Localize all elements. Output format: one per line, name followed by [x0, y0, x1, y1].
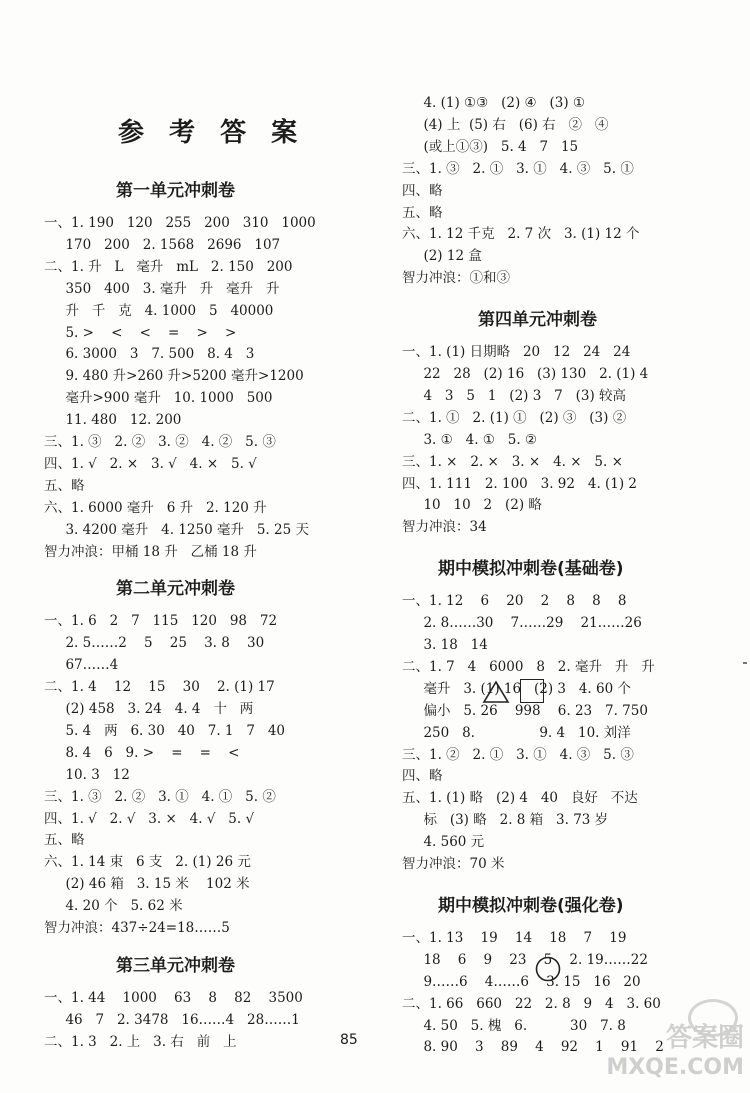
answer-line: 四、1. 111 2. 100 3. 92 4. (1) 2: [402, 475, 638, 492]
answer-line: 二、1. 3 2. 上 3. 右 前 上: [44, 1033, 237, 1050]
answer-line: 一、1. 6 2 7 115 120 98 72: [44, 613, 278, 630]
answer-line: 170 200 2. 1568 2696 107: [44, 236, 281, 253]
answer-line: 250 8. 9. 4 10. 刘洋: [402, 724, 631, 741]
answer-line: 一、1. 190 120 255 200 310 1000: [44, 215, 316, 231]
answer-line: 4. 20 个 5. 62 米: [44, 898, 183, 915]
answer-line: 11. 480 12. 200: [44, 412, 182, 429]
answer-line: 四、1. √ 2. √ 3. × 4. √ 5. √: [44, 810, 255, 827]
answer-line: 9. 480 升>260 升>5200 毫升>1200: [44, 368, 304, 385]
watermark: [606, 1023, 744, 1083]
answer-line: 智力冲浪：437÷24=18……5: [44, 920, 230, 936]
answer-line: 三、1. ② 2. ① 3. ① 4. ③ 5. ③: [402, 746, 634, 763]
answer-line: 一、1. 44 1000 63 8 82 3500: [44, 989, 303, 1006]
answer-line: 8. 90 3 89 4 92 1 91 2: [402, 1039, 664, 1056]
answer-line: 五、略: [402, 204, 443, 221]
answer-line: 一、1. 12 6 20 2 8 8 8: [402, 593, 627, 610]
answer-line: 二、1. ① 2. (1) ① (2) ③ (3) ②: [402, 409, 627, 426]
answer-line: 毫升>900 毫升 10. 1000 500: [44, 390, 273, 407]
answer-line: 智力冲浪：34: [402, 519, 487, 536]
answer-line: (2) 46 箱 3. 15 米 102 米: [44, 876, 250, 893]
answer-line: 3. 18 14: [402, 637, 488, 653]
answer-line: 4 3 5 1 (2) 3 7 (3) 较高: [402, 387, 627, 404]
answer-line: 三、1. ③ 2. ① 3. ① 4. ③ 5. ①: [402, 160, 634, 177]
section-heading: 第二单元冲刺卷: [116, 579, 235, 600]
answer-line: 三、1. ③ 2. ② 3. ① 4. ① 5. ②: [44, 788, 276, 805]
watermark-line1: 答案圈: [665, 1023, 744, 1053]
answer-line: 四、1. √ 2. × 3. √ 4. × 5. √: [44, 455, 257, 472]
answer-line: 67……4: [44, 657, 119, 674]
watermark-line2: MXQE.COM: [606, 1055, 744, 1080]
answer-line: 8. 4 6 9. > = = <: [44, 744, 240, 761]
answer-line: 4. (1) ①③ (2) ④ (3) ①: [402, 95, 586, 111]
page-number: 85: [340, 1032, 358, 1048]
answer-line: 智力冲浪：70 米: [402, 856, 505, 872]
answer-line: 三、1. ③ 2. ② 3. ② 4. ② 5. ③: [44, 434, 276, 450]
answer-line: 二、1. 7 4 6000 8 2. 毫升 升 升: [402, 658, 655, 675]
answer-line: 偏小 5. 26 998 6. 23 7. 750: [402, 702, 648, 719]
answer-line: 22 28 (2) 16 (3) 130 2. (1) 4: [402, 366, 649, 382]
section-heading: 第一单元冲刺卷: [116, 181, 235, 201]
answer-line: 6. 3000 3 7. 500 8. 4 3: [44, 346, 255, 363]
answer-line: 350 400 3. 毫升 升 毫升 升: [44, 280, 280, 297]
answer-line: 三、1. × 2. × 3. × 4. × 5. ×: [402, 453, 623, 470]
answer-line: 9……6 4……6 3. 15 16 20: [402, 973, 641, 990]
section-heading: 第三单元冲刺卷: [116, 955, 235, 976]
answer-line: 六、1. 6000 毫升 6 升 2. 120 升: [44, 499, 267, 516]
answer-line: 3. ① 4. ① 5. ②: [402, 431, 538, 448]
answer-line: 六、1. 12 千克 2. 7 次 3. (1) 12 个: [402, 226, 640, 243]
answer-line: 4. 560 元: [402, 834, 485, 851]
section-heading: 期中模拟冲刺卷(基础卷): [438, 559, 624, 580]
answer-line: 毫升 3. (1) 16 (2) 3 4. 60 个: [402, 680, 631, 697]
answer-line: 一、1. (1) 日期略 20 12 24 24: [402, 344, 631, 361]
circle-shape-icon: [534, 955, 562, 983]
answer-line: 5. > < < = > >: [44, 324, 237, 341]
edge-mark: [743, 662, 747, 664]
answer-line: 3. 4200 毫升 4. 1250 毫升 5. 25 天: [44, 521, 309, 538]
answer-line: 4. 50 5. 槐 6. 30 7. 8: [402, 1017, 626, 1034]
answer-line: 10 10 2 (2) 略: [402, 497, 542, 514]
answer-line: 二、1. 4 12 15 30 2. (1) 17: [44, 679, 275, 696]
answer-line: 五、略: [44, 477, 85, 494]
answer-line: 五、略: [44, 832, 85, 849]
answer-line: (或上①③) 5. 4 7 15: [402, 138, 579, 155]
answer-line: 2. 5……2 5 25 3. 8 30: [44, 635, 265, 652]
answer-line: (2) 12 盒: [402, 248, 482, 265]
answer-line: 四、略: [402, 768, 443, 785]
page-title: 参 考 答 案: [118, 118, 306, 148]
answer-line: 升 千 克 4. 1000 5 40000: [44, 302, 274, 319]
answer-line: 46 7 2. 3478 16……4 28……1: [44, 1011, 300, 1028]
answer-line: 二、1. 升 L 毫升 mL 2. 150 200: [44, 258, 293, 275]
answer-line: 六、1. 14 束 6 支 2. (1) 26 元: [44, 854, 251, 871]
answer-line: 五、1. (1) 略 (2) 4 40 良好 不达: [402, 790, 638, 807]
answer-line: 2. 8……30 7……29 21……26: [402, 615, 642, 632]
answer-line: (2) 458 3. 24 4. 4 十 两: [44, 701, 254, 717]
answer-line: 标 (3) 略 2. 8 箱 3. 73 岁: [402, 812, 609, 829]
section-heading: 期中模拟冲刺卷(强化卷): [438, 895, 624, 916]
answer-line: 一、1. 13 19 14 18 7 19: [402, 929, 627, 946]
triangle-shape-icon: [482, 680, 510, 704]
answer-line: 智力冲浪：甲桶 18 升 乙桶 18 升: [44, 543, 257, 560]
answer-line: 5. 4 两 6. 30 40 7. 1 7 40: [44, 722, 286, 739]
section-heading: 第四单元冲刺卷: [478, 310, 597, 331]
answer-line: 18 6 9 23 5 2. 19……22: [402, 951, 648, 968]
answer-line: 智力冲浪：①和③: [402, 270, 510, 287]
answer-line: 10. 3 12: [44, 766, 130, 783]
answer-line: 四、略: [402, 182, 443, 199]
answer-line: (4) 上 (5) 右 (6) 右 ② ④: [402, 116, 609, 133]
square-shape-icon: [520, 679, 544, 703]
answer-line: 二、1. 66 660 22 2. 8 9 4 3. 60: [402, 995, 661, 1012]
